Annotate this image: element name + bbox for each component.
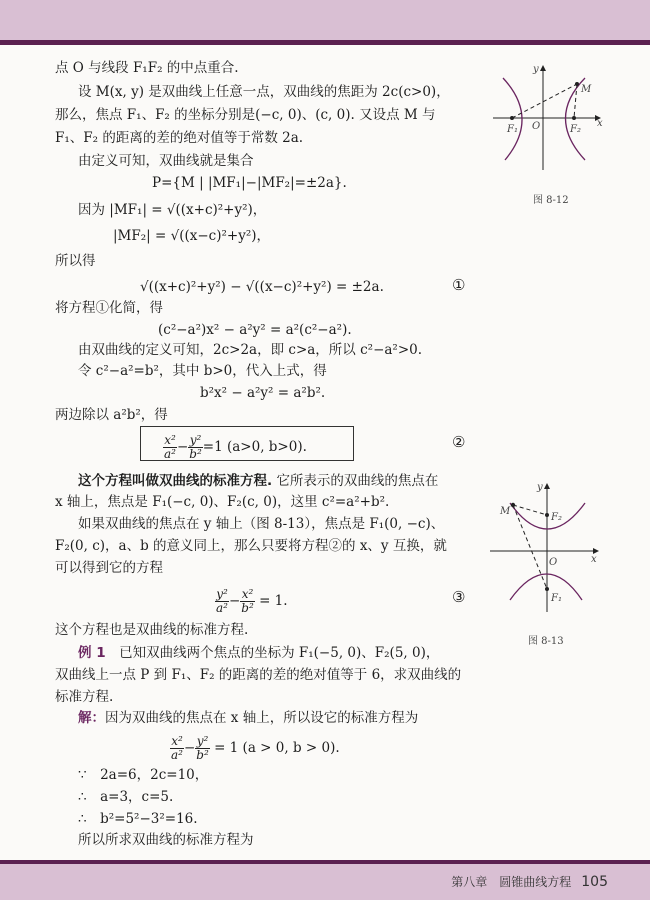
text-line: 所以得 <box>55 253 96 269</box>
text-line: |MF₂| = √((x−c)²+y²)， <box>113 228 271 244</box>
point-m <box>575 82 579 86</box>
text-line: 由定义可知，双曲线就是集合 <box>78 153 254 169</box>
bold-term: 这个方程叫做双曲线的标准方程. <box>78 473 273 489</box>
text-line: 由双曲线的定义可知，2c>2a，即 c>a，所以 c²−a²>0. <box>78 342 423 358</box>
text-line: ∵ 2a=6，2c=10， <box>78 767 209 783</box>
fig13-m-label: M <box>500 506 511 517</box>
text-line: 点 O 与线段 F₁F₂ 的中点重合. <box>55 60 239 76</box>
text-line: 令 c²−a²=b²，其中 b>0，代入上式，得 <box>78 363 327 379</box>
solution-line: 解：因为双曲线的焦点在 x 轴上，所以设它的标准方程为 <box>78 710 419 726</box>
solution-label: 解： <box>78 710 105 726</box>
fig13-f2-label: F₂ <box>551 512 562 523</box>
set-equation: P={M | |MF₁|−|MF₂|=±2a}. <box>152 175 347 191</box>
dashed-mf1 <box>513 505 547 589</box>
fig12-f2-label: F₂ <box>570 124 581 135</box>
equation-3: $\frac{\text{y²}}{\text{a²}}$ − $\frac{\text{x²}}{\text{b²}}$ = 1. <box>216 587 288 615</box>
fig12-caption: 图 8-12 <box>533 195 569 206</box>
text-line: ∴ b²=5²−3²=16. <box>78 811 198 827</box>
fig12-o-label: O <box>532 121 541 132</box>
figure-8-13 <box>490 484 598 612</box>
equation-marker-1: ① <box>452 276 466 294</box>
focus-f2 <box>545 513 549 517</box>
text-line: F₁、F₂ 的距离的差的绝对值等于常数 2a. <box>55 130 304 146</box>
text-line: ∴ a=3，c=5. <box>78 789 174 805</box>
text-line: 所以所求双曲线的标准方程为 <box>78 832 254 848</box>
page-number: 105 <box>581 874 608 890</box>
text-line: 标准方程. <box>55 689 114 705</box>
text-line: 如果双曲线的焦点在 y 轴上（图 8-13），焦点是 F₁(0, −c)、 <box>78 516 445 532</box>
lower-branch <box>510 574 582 600</box>
fig12-f1-label: F₁ <box>507 124 518 135</box>
page-footer <box>451 873 608 890</box>
fig13-y-label: y <box>537 482 543 493</box>
fig12-y-label: y <box>533 64 539 75</box>
fig13-o-label: O <box>549 557 558 568</box>
figure-8-12 <box>493 66 600 170</box>
fig12-m-label: M <box>581 84 592 95</box>
example-line: 例 1 已知双曲线两个焦点的坐标为 F₁(−5, 0)、F₂(5, 0)， <box>78 645 440 661</box>
equation-1: √((x+c)²+y²) − √((x−c)²+y²) = ±2a. <box>140 279 384 295</box>
text-line: 将方程①化简，得 <box>55 300 163 316</box>
focus-f1 <box>545 587 549 591</box>
fig13-f1-label: F₁ <box>551 593 562 604</box>
chapter-title: 第八章 圆锥曲线方程 <box>451 875 572 889</box>
focus-f2 <box>572 116 576 120</box>
equation-2: $\frac{\text{x²}}{\text{a²}}$ − $\frac{\text{y²}}{\text{b²}}$ =1 (a>0, b>0). <box>164 433 307 461</box>
text-line: 两边除以 a²b²，得 <box>55 407 168 423</box>
text-line: 这个方程也是双曲线的标准方程. <box>55 622 249 638</box>
text-line: 因为 |MF₁| = √((x+c)²+y²)， <box>78 202 267 218</box>
fig13-caption: 图 8-13 <box>528 636 564 647</box>
text-line: 设 M(x, y) 是双曲线上任意一点，双曲线的焦距为 2c(c>0)， <box>78 84 450 100</box>
text-line: 这个方程叫做双曲线的标准方程. 它所表示的双曲线的焦点在 <box>78 473 439 489</box>
equation: $\frac{\text{x²}}{\text{a²}}$ − $\frac{\text{y²}}{\text{b²}}$ = 1 (a > 0, b > 0). <box>171 734 340 762</box>
equation: b²x² − a²y² = a²b². <box>200 385 326 401</box>
text-line: F₂(0, c)，a、b 的意义同上，那么只要将方程②的 x、y 互换，就 <box>55 538 447 554</box>
equation-marker-2: ② <box>452 433 466 451</box>
equation: (c²−a²)x² − a²y² = a²(c²−a²). <box>158 322 352 338</box>
point-m <box>511 503 515 507</box>
equation-marker-3: ③ <box>452 588 466 606</box>
text-line: 那么，焦点 F₁、F₂ 的坐标分别是(−c, 0)、(c, 0). 又设点 M 与 <box>55 107 436 123</box>
text-line: x 轴上，焦点是 F₁(−c, 0)、F₂(c, 0)，这里 c²=a²+b². <box>55 494 390 510</box>
text-line: 可以得到它的方程 <box>55 560 163 576</box>
focus-f1 <box>510 116 514 120</box>
example-label: 例 1 <box>78 645 106 661</box>
fig13-x-label: x <box>591 554 597 565</box>
fig12-x-label: x <box>597 118 603 129</box>
text-line: 双曲线上一点 P 到 F₁、F₂ 的距离的差的绝对值等于 6，求双曲线的 <box>55 667 462 683</box>
